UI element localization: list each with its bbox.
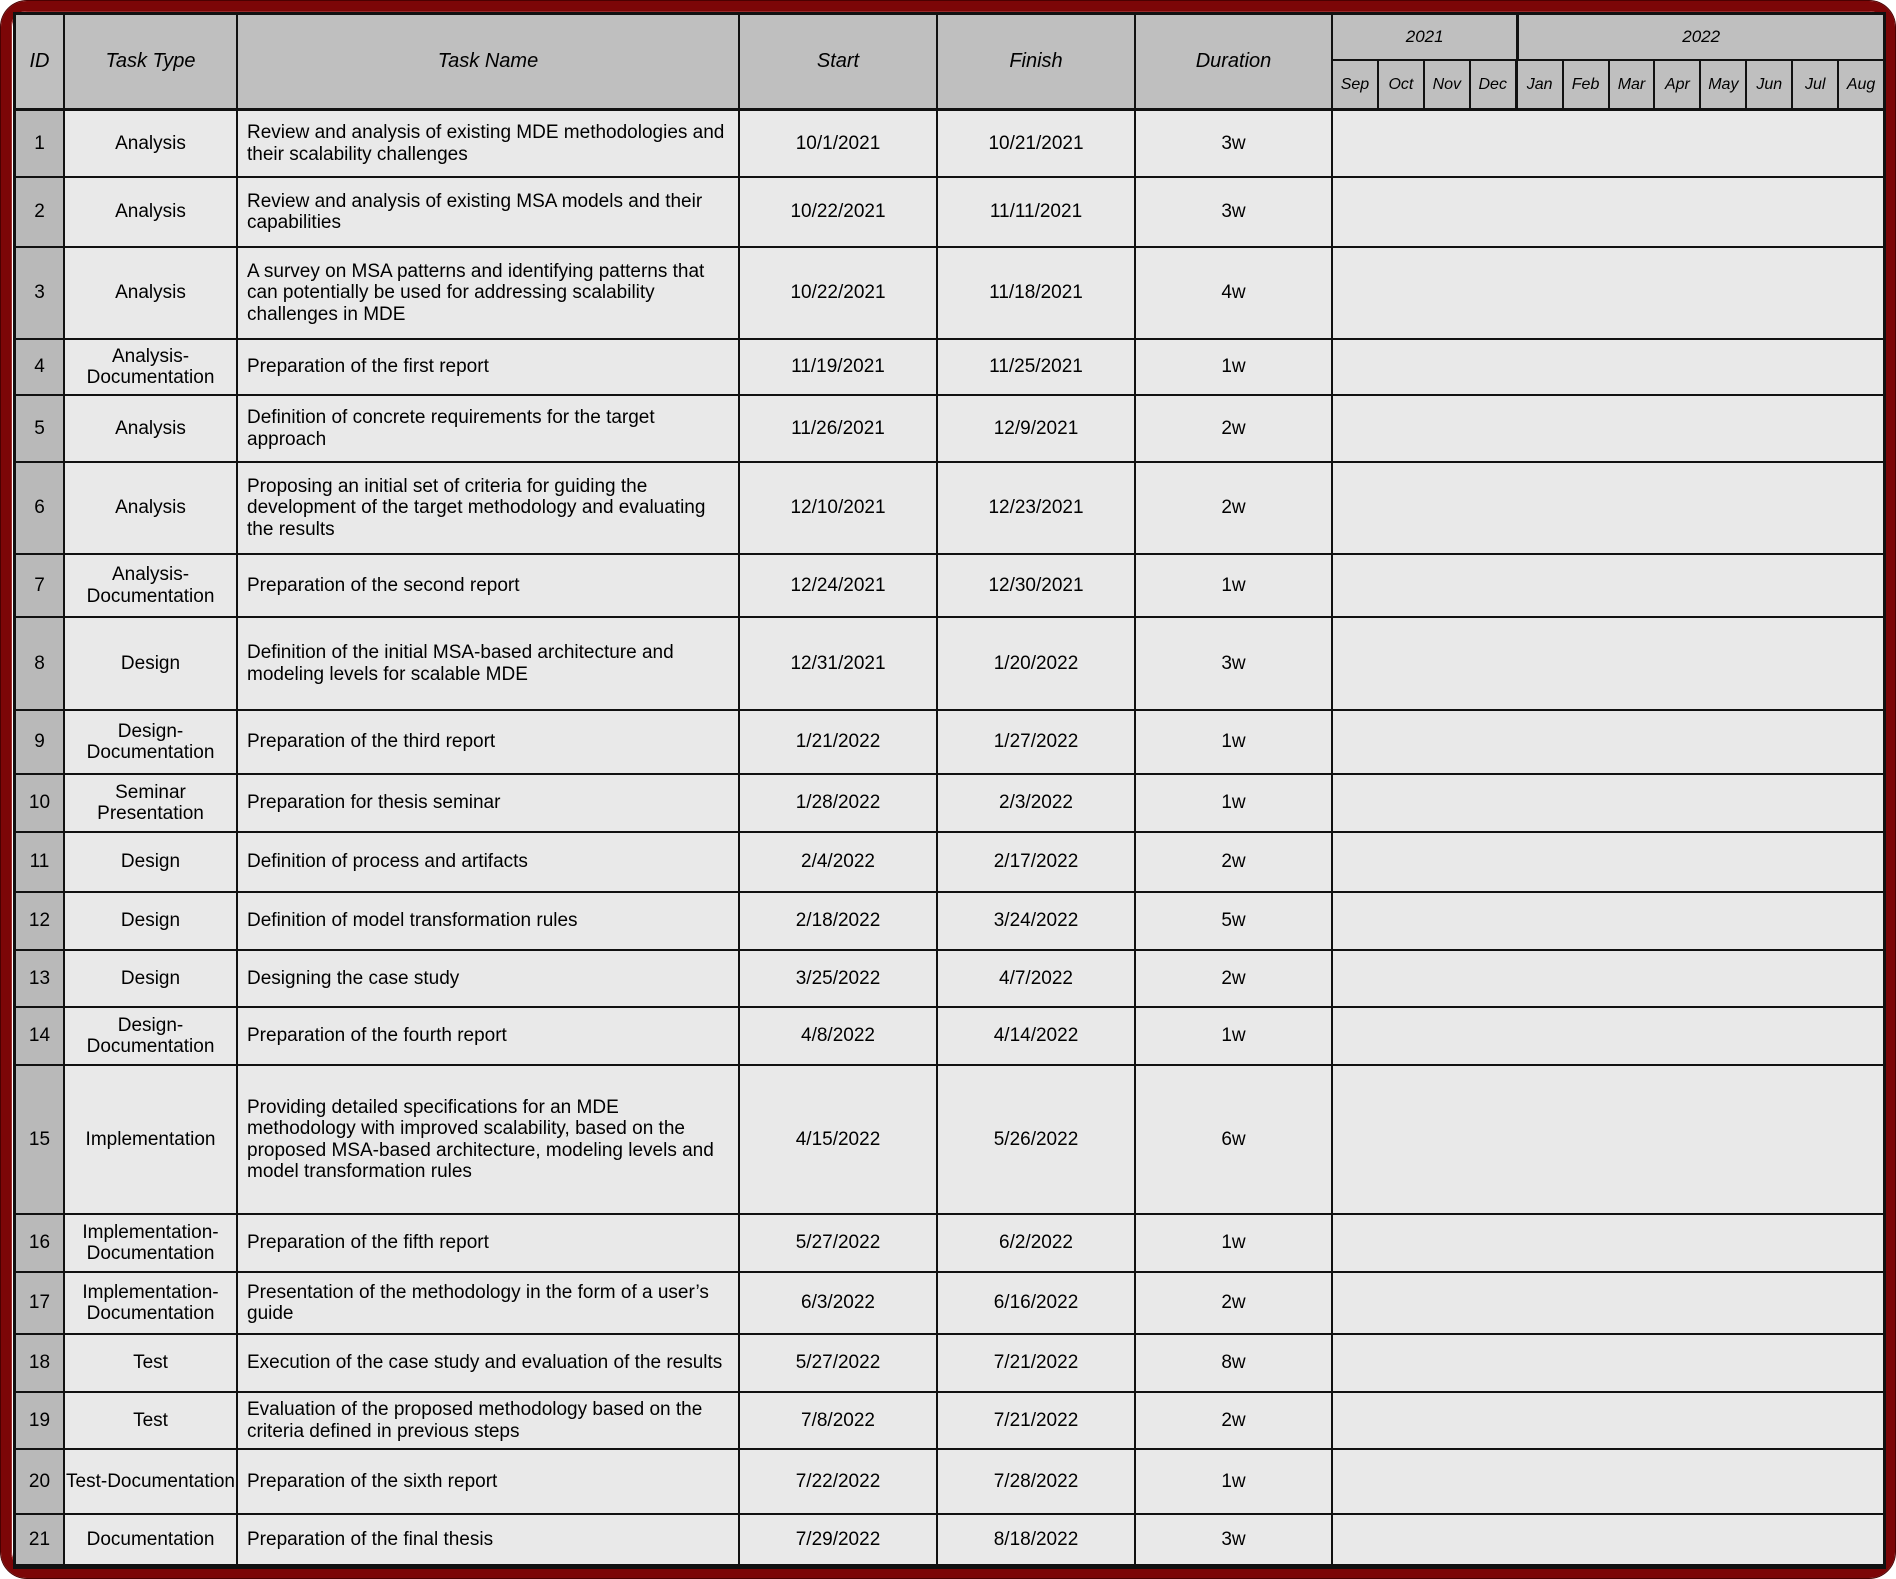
task-duration-16: 1w (1136, 1215, 1333, 1273)
month-label-jan: Jan (1515, 61, 1562, 108)
task-id-7: 7 (16, 555, 65, 618)
task-type-13: Design (65, 951, 238, 1008)
task-id-13: 13 (16, 951, 65, 1008)
month-label-aug: Aug (1837, 61, 1883, 108)
task-finish-date-14: 4/14/2022 (938, 1008, 1136, 1066)
task-id-15: 15 (16, 1066, 65, 1215)
task-timeline-cell-5 (1333, 396, 1883, 463)
task-id-6: 6 (16, 463, 65, 555)
task-start-date-9: 1/21/2022 (740, 711, 938, 775)
task-duration-11: 2w (1136, 833, 1333, 893)
month-label-apr: Apr (1653, 61, 1699, 108)
task-finish-date-13: 4/7/2022 (938, 951, 1136, 1008)
task-timeline-cell-9 (1333, 711, 1883, 775)
task-type-21: Documentation (65, 1515, 238, 1566)
task-start-date-5: 11/26/2021 (740, 396, 938, 463)
task-name-19: Evaluation of the proposed methodology based on the criteria defined in previous steps (238, 1393, 740, 1450)
task-timeline-cell-8 (1333, 618, 1883, 711)
task-finish-date-5: 12/9/2021 (938, 396, 1136, 463)
month-label-oct: Oct (1377, 61, 1423, 108)
task-name-8: Definition of the initial MSA-based architecture and modeling levels for scalable MDE (238, 618, 740, 711)
task-type-7: Analysis-Documentation (65, 555, 238, 618)
task-type-1: Analysis (65, 111, 238, 178)
task-duration-5: 2w (1136, 396, 1333, 463)
month-row (1333, 61, 1883, 108)
task-timeline-cell-10 (1333, 775, 1883, 833)
task-duration-21: 3w (1136, 1515, 1333, 1566)
task-start-date-16: 5/27/2022 (740, 1215, 938, 1273)
task-id-4: 4 (16, 340, 65, 396)
task-type-9: Design-Documentation (65, 711, 238, 775)
task-name-3: A survey on MSA patterns and identifying patterns that can potentially be used for addressing scalability challenges in MDE (238, 248, 740, 340)
task-name-15: Providing detailed specifications for an MDE methodology with improved scalability, based on the proposed MSA-based architecture, modeling levels and model transformation rules (238, 1066, 740, 1215)
task-id-18: 18 (16, 1335, 65, 1393)
task-duration-14: 1w (1136, 1008, 1333, 1066)
column-header-type: Task Type (65, 15, 238, 111)
task-start-date-13: 3/25/2022 (740, 951, 938, 1008)
task-timeline-cell-19 (1333, 1393, 1883, 1450)
task-timeline-cell-12 (1333, 893, 1883, 951)
task-start-date-21: 7/29/2022 (740, 1515, 938, 1566)
task-finish-date-2: 11/11/2021 (938, 178, 1136, 248)
task-start-date-20: 7/22/2022 (740, 1450, 938, 1515)
task-timeline-cell-11 (1333, 833, 1883, 893)
task-type-10: Seminar Presentation (65, 775, 238, 833)
task-name-6: Proposing an initial set of criteria for guiding the development of the target methodology and evaluating the results (238, 463, 740, 555)
task-type-12: Design (65, 893, 238, 951)
task-type-2: Analysis (65, 178, 238, 248)
column-header-start: Start (740, 15, 938, 111)
task-id-10: 10 (16, 775, 65, 833)
task-timeline-cell-4 (1333, 340, 1883, 396)
task-id-20: 20 (16, 1450, 65, 1515)
task-finish-date-15: 5/26/2022 (938, 1066, 1136, 1215)
task-name-10: Preparation for thesis seminar (238, 775, 740, 833)
task-timeline-cell-16 (1333, 1215, 1883, 1273)
task-id-16: 16 (16, 1215, 65, 1273)
gantt-table (13, 12, 1886, 1569)
task-type-19: Test (65, 1393, 238, 1450)
task-type-15: Implementation (65, 1066, 238, 1215)
task-start-date-8: 12/31/2021 (740, 618, 938, 711)
task-finish-date-19: 7/21/2022 (938, 1393, 1136, 1450)
column-header-duration: Duration (1136, 15, 1333, 111)
task-finish-date-17: 6/16/2022 (938, 1273, 1136, 1335)
task-id-1: 1 (16, 111, 65, 178)
task-finish-date-8: 1/20/2022 (938, 618, 1136, 711)
task-timeline-cell-6 (1333, 463, 1883, 555)
task-start-date-11: 2/4/2022 (740, 833, 938, 893)
task-finish-date-10: 2/3/2022 (938, 775, 1136, 833)
task-timeline-cell-14 (1333, 1008, 1883, 1066)
task-start-date-15: 4/15/2022 (740, 1066, 938, 1215)
year-row (1333, 15, 1883, 61)
month-label-may: May (1699, 61, 1745, 108)
task-timeline-cell-17 (1333, 1273, 1883, 1335)
task-name-13: Designing the case study (238, 951, 740, 1008)
task-type-16: Implementation-Documentation (65, 1215, 238, 1273)
task-id-12: 12 (16, 893, 65, 951)
task-type-18: Test (65, 1335, 238, 1393)
task-start-date-7: 12/24/2021 (740, 555, 938, 618)
task-type-17: Implementation-Documentation (65, 1273, 238, 1335)
task-name-21: Preparation of the final thesis (238, 1515, 740, 1566)
task-timeline-cell-21 (1333, 1515, 1883, 1566)
task-name-17: Presentation of the methodology in the form of a user’s guide (238, 1273, 740, 1335)
task-start-date-19: 7/8/2022 (740, 1393, 938, 1450)
task-duration-20: 1w (1136, 1450, 1333, 1515)
task-type-8: Design (65, 618, 238, 711)
task-duration-17: 2w (1136, 1273, 1333, 1335)
task-id-17: 17 (16, 1273, 65, 1335)
task-type-14: Design-Documentation (65, 1008, 238, 1066)
task-duration-8: 3w (1136, 618, 1333, 711)
task-id-19: 19 (16, 1393, 65, 1450)
task-finish-date-21: 8/18/2022 (938, 1515, 1136, 1566)
task-timeline-cell-7 (1333, 555, 1883, 618)
task-start-date-18: 5/27/2022 (740, 1335, 938, 1393)
column-header-name: Task Name (238, 15, 740, 111)
task-start-date-2: 10/22/2021 (740, 178, 938, 248)
task-timeline-cell-18 (1333, 1335, 1883, 1393)
task-timeline-cell-3 (1333, 248, 1883, 340)
task-id-14: 14 (16, 1008, 65, 1066)
task-duration-18: 8w (1136, 1335, 1333, 1393)
task-type-11: Design (65, 833, 238, 893)
task-finish-date-4: 11/25/2021 (938, 340, 1136, 396)
task-name-2: Review and analysis of existing MSA models and their capabilities (238, 178, 740, 248)
task-type-5: Analysis (65, 396, 238, 463)
task-id-9: 9 (16, 711, 65, 775)
task-name-7: Preparation of the second report (238, 555, 740, 618)
task-timeline-cell-20 (1333, 1450, 1883, 1515)
task-duration-15: 6w (1136, 1066, 1333, 1215)
task-timeline-cell-2 (1333, 178, 1883, 248)
task-timeline-cell-13 (1333, 951, 1883, 1008)
task-name-20: Preparation of the sixth report (238, 1450, 740, 1515)
task-finish-date-1: 10/21/2021 (938, 111, 1136, 178)
task-finish-date-16: 6/2/2022 (938, 1215, 1136, 1273)
month-label-mar: Mar (1608, 61, 1654, 108)
task-finish-date-7: 12/30/2021 (938, 555, 1136, 618)
task-name-18: Execution of the case study and evaluation of the results (238, 1335, 740, 1393)
task-name-4: Preparation of the first report (238, 340, 740, 396)
month-label-jun: Jun (1745, 61, 1791, 108)
task-type-20: Test-Documentation (65, 1450, 238, 1515)
task-duration-7: 1w (1136, 555, 1333, 618)
task-id-8: 8 (16, 618, 65, 711)
task-finish-date-6: 12/23/2021 (938, 463, 1136, 555)
task-duration-4: 1w (1136, 340, 1333, 396)
task-id-2: 2 (16, 178, 65, 248)
task-start-date-4: 11/19/2021 (740, 340, 938, 396)
column-header-finish: Finish (938, 15, 1136, 111)
task-type-4: Analysis-Documentation (65, 340, 238, 396)
task-start-date-6: 12/10/2021 (740, 463, 938, 555)
month-label-feb: Feb (1562, 61, 1608, 108)
task-start-date-3: 10/22/2021 (740, 248, 938, 340)
month-label-dec: Dec (1469, 61, 1515, 108)
month-label-sep: Sep (1340, 75, 1370, 93)
task-type-6: Analysis (65, 463, 238, 555)
task-finish-date-12: 3/24/2022 (938, 893, 1136, 951)
column-header-id: ID (16, 15, 65, 111)
task-duration-6: 2w (1136, 463, 1333, 555)
task-duration-13: 2w (1136, 951, 1333, 1008)
year-label-2021: 2021 (1333, 15, 1516, 61)
task-duration-9: 1w (1136, 711, 1333, 775)
task-start-date-1: 10/1/2021 (740, 111, 938, 178)
task-duration-19: 2w (1136, 1393, 1333, 1450)
task-duration-12: 5w (1136, 893, 1333, 951)
task-id-11: 11 (16, 833, 65, 893)
task-id-3: 3 (16, 248, 65, 340)
task-name-5: Definition of concrete requirements for the target approach (238, 396, 740, 463)
task-finish-date-11: 2/17/2022 (938, 833, 1136, 893)
task-id-21: 21 (16, 1515, 65, 1566)
task-duration-3: 4w (1136, 248, 1333, 340)
task-duration-10: 1w (1136, 775, 1333, 833)
task-start-date-10: 1/28/2022 (740, 775, 938, 833)
task-finish-date-9: 1/27/2022 (938, 711, 1136, 775)
task-name-9: Preparation of the third report (238, 711, 740, 775)
task-name-11: Definition of process and artifacts (238, 833, 740, 893)
task-start-date-17: 6/3/2022 (740, 1273, 938, 1335)
task-start-date-12: 2/18/2022 (740, 893, 938, 951)
task-type-3: Analysis (65, 248, 238, 340)
task-finish-date-18: 7/21/2022 (938, 1335, 1136, 1393)
year-label-2022: 2022 (1516, 15, 1883, 61)
task-id-5: 5 (16, 396, 65, 463)
task-duration-1: 3w (1136, 111, 1333, 178)
month-label-jul: Jul (1791, 61, 1837, 108)
task-timeline-cell-1 (1333, 111, 1883, 178)
task-name-16: Preparation of the fifth report (238, 1215, 740, 1273)
month-label-nov: Nov (1423, 61, 1469, 108)
task-finish-date-20: 7/28/2022 (938, 1450, 1136, 1515)
task-name-14: Preparation of the fourth report (238, 1008, 740, 1066)
task-timeline-cell-15 (1333, 1066, 1883, 1215)
task-name-12: Definition of model transformation rules (238, 893, 740, 951)
task-name-1: Review and analysis of existing MDE methodologies and their scalability challenges (238, 111, 740, 178)
timeline-header (1333, 15, 1883, 111)
task-finish-date-3: 11/18/2021 (938, 248, 1136, 340)
task-duration-2: 3w (1136, 178, 1333, 248)
task-start-date-14: 4/8/2022 (740, 1008, 938, 1066)
